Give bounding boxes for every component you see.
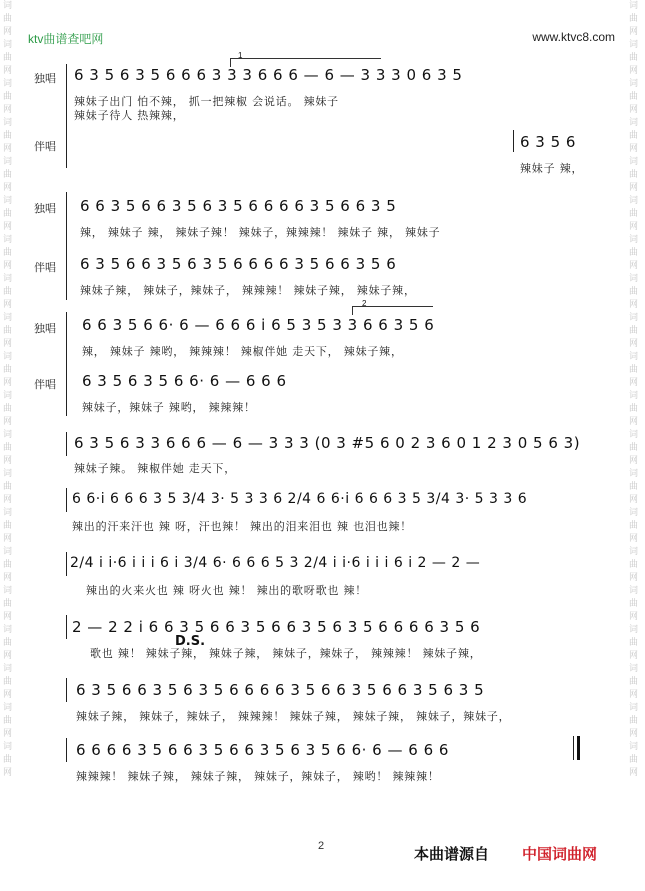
system3-solo-notes: 6 6 3 5 6 6· 6 — 6 6 6 i 6 5 3 5 3 3 6 6 3 5 6 — [82, 316, 435, 334]
system-bar — [66, 678, 67, 702]
system4-lyric: 辣妹子辣。 辣椒伴她 走天下， — [74, 462, 236, 475]
system-bar — [66, 312, 67, 416]
dal-segno-mark: D.S. — [175, 634, 206, 649]
system-bar — [66, 192, 67, 300]
chorus-label: 伴唱 — [34, 262, 56, 274]
chorus-label: 伴唱 — [34, 379, 56, 391]
solo-label: 独唱 — [34, 73, 56, 85]
final-bar-thick — [577, 736, 580, 760]
system-bar — [66, 552, 67, 576]
page-number: 2 — [318, 840, 325, 852]
system-bar — [66, 615, 67, 639]
system9-notes: 6 6 6 6 3 5 6 6 3 5 6 6 3 5 6 3 5 6 6· 6 — 6 6 6 — [76, 741, 449, 759]
source-label: 本曲谱源自 — [414, 846, 490, 863]
system1-solo-lyric-1: 辣妹子出门 怕不辣， 抓一把辣椒 会说话。 辣妹子 — [74, 95, 339, 108]
system5-lyric: 辣出的汗来汗也 辣 呀，汗也辣！ 辣出的泪来泪也 辣 也泪也辣！ — [72, 520, 413, 533]
source-name: 中国词曲网 — [522, 846, 598, 863]
system7-lyric: 歌也 辣！ 辣妹子辣， 辣妹子辣， 辣妹子，辣妹子， 辣辣辣！ 辣妹子辣， — [90, 647, 482, 660]
right-margin-watermark: 词曲网词曲网词曲网词曲网词曲网词曲网词曲网词曲网词曲网词曲网词曲网词曲网词曲网词曲网词曲网词曲网词曲网词曲网词曲网词曲网 — [629, 1, 639, 778]
system6-lyric: 辣出的火来火也 辣 呀火也 辣！ 辣出的歌呀歌也 辣！ — [86, 584, 368, 597]
volta-second-number: 2 — [362, 299, 367, 308]
system3-chorus-notes: 6 3 5 6 3 5 6 6· 6 — 6 6 6 — [82, 372, 287, 390]
solo-label: 独唱 — [34, 203, 56, 215]
system-bar — [66, 738, 67, 762]
system3-solo-lyric: 辣， 辣妹子 辣哟， 辣辣辣！ 辣椒伴她 走天下， 辣妹子辣， — [82, 345, 403, 358]
chorus-label: 伴唱 — [34, 141, 56, 153]
system5-notes: 6 6·i 6 6 6 3 5 3/4 3· 5 3 3 6 2/4 6 6·i 6 6 6 3 5 3/4 3· 5 3 3 6 — [72, 491, 528, 507]
system7-notes: 2 — 2 2 i 6 6 3 5 6 6 3 5 6 6 3 5 6 3 5 6 6 6 6 3 5 6 — [72, 618, 481, 636]
system9-lyric: 辣辣辣！ 辣妹子辣， 辣妹子辣， 辣妹子，辣妹子， 辣哟！ 辣辣辣！ — [76, 770, 440, 783]
left-margin-watermark: 词曲网词曲网词曲网词曲网词曲网词曲网词曲网词曲网词曲网词曲网词曲网词曲网词曲网词曲网词曲网词曲网词曲网词曲网词曲网词曲网 — [3, 1, 13, 778]
system-bar — [66, 488, 67, 512]
system1-solo-notes: 6 3 5 6 3 5 6 6 6 3 3 3 6 6 6 — 6 — 3 3 3 0 6 3 5 — [74, 66, 463, 84]
system1-chorus-notes: 6 3 5 6 — [520, 133, 576, 151]
bar-line — [513, 130, 514, 152]
system8-notes: 6 3 5 6 6 3 5 6 3 5 6 6 6 6 3 5 6 6 3 5 6 6 3 5 6 3 5 — [76, 681, 485, 699]
site-url-right: www.ktvc8.com — [532, 30, 615, 44]
system8-lyric: 辣妹子辣， 辣妹子，辣妹子， 辣辣辣！ 辣妹子辣， 辣妹子辣， 辣妹子，辣妹子， — [76, 710, 511, 723]
system1-solo-lyric-2: 辣妹子待人 热辣辣， — [74, 109, 185, 122]
system6-notes: 2/4 i i·6 i i i 6 i 3/4 6· 6 6 6 5 3 2/4 i i·6 i i i 6 i 2 — 2 — — [70, 555, 481, 571]
system-bar — [66, 432, 67, 456]
system2-chorus-notes: 6 3 5 6 6 3 5 6 3 5 6 6 6 6 3 5 6 6 3 5 6 — [80, 255, 397, 273]
site-name-left: ktv曲谱查吧网 — [28, 32, 104, 46]
system4-notes: 6 3 5 6 3 3 6 6 6 — 6 — 3 3 3 (0 3 #5 6 0 2 3 6 0 1 2 3 0 5 6 3) — [74, 434, 581, 452]
system2-chorus-lyric: 辣妹子辣， 辣妹子，辣妹子， 辣辣辣！ 辣妹子辣， 辣妹子辣， — [80, 284, 416, 297]
system1-chorus-lyric: 辣妹子 辣， — [520, 162, 584, 175]
system2-solo-notes: 6 6 3 5 6 6 3 5 6 3 5 6 6 6 6 3 5 6 6 3 5 — [80, 197, 397, 215]
system2-solo-lyric: 辣， 辣妹子 辣， 辣妹子辣！ 辣妹子，辣辣辣！ 辣妹子 辣， 辣妹子 — [80, 226, 441, 239]
system3-chorus-lyric: 辣妹子，辣妹子 辣哟， 辣辣辣！ — [82, 401, 256, 414]
final-bar-thin — [573, 736, 574, 760]
solo-label: 独唱 — [34, 323, 56, 335]
system-bar — [66, 64, 67, 168]
volta-first-number: 1 — [238, 51, 243, 60]
